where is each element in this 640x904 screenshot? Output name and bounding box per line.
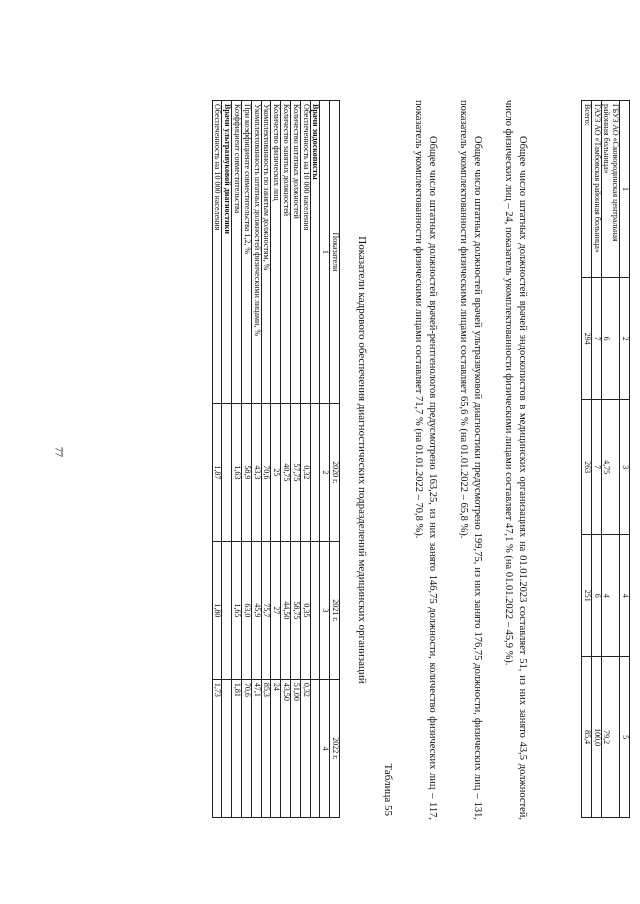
table-cell: 27: [271, 541, 281, 679]
paragraph-endoscopists: [502, 100, 530, 820]
table-row: [591, 101, 601, 818]
org-name: ГБУЗ АО «Сковородинская центральная районная больница»: [601, 101, 620, 278]
paragraph-ultrasound: [457, 100, 485, 820]
table-cell: 85,3: [261, 679, 271, 817]
row-label: Укомплектованность штатных должностей физическими лицами, %: [251, 101, 261, 404]
table-cell: 58,75: [291, 541, 301, 679]
empty-cell: [310, 679, 320, 817]
table-cell: 43,50: [281, 679, 291, 817]
table-cell: 79,2: [601, 657, 620, 818]
paragraph-radiologists: [412, 100, 440, 820]
table-row: [601, 101, 620, 818]
section-row: [310, 101, 320, 818]
row-label: Количество штатных должностей: [291, 101, 301, 404]
column-number: 2: [320, 403, 330, 541]
table-cell: 294: [582, 278, 592, 400]
row-label: Укомплектованность по занятым должностям, %: [261, 101, 271, 404]
table-cell: 263: [582, 400, 592, 535]
row-label: Обеспеченность на 10 000 населения: [212, 101, 222, 404]
column-number: 3: [320, 541, 330, 679]
table-row: [251, 101, 261, 818]
table-cell: 6: [601, 278, 620, 400]
header-cell: 1: [620, 101, 630, 278]
table-row: [212, 101, 222, 818]
table-row: [300, 101, 310, 818]
table-cell: 1,87: [212, 403, 222, 541]
table-cell: 40,75: [281, 403, 291, 541]
header-cell: 3: [620, 400, 630, 535]
table-cell: 58,9: [242, 403, 252, 541]
empty-cell: [222, 679, 232, 817]
table-header-row: [330, 101, 340, 818]
section-row: [222, 101, 232, 818]
table-cell: 1,81: [232, 679, 242, 817]
paragraph-text: Общее число штатных должностей врачей ультразвуковой диагностики предусмотрено 199,75, из них занято 176,75 должности, физических лиц – 131, показатель укомплектованности физическими лицами составляет 65,6 % (на 01.01.2022 – 65,8 %).: [458, 100, 484, 820]
table-cell: 25: [271, 403, 281, 541]
row-label: Коэффициент совместительства: [232, 101, 242, 404]
row-label: Количество занятых должностей: [281, 101, 291, 404]
table-row: [242, 101, 252, 818]
org-name: ГАУЗ АО «Тамбовская районная больница»: [591, 101, 601, 278]
table-row: [281, 101, 291, 818]
empty-cell: [310, 541, 320, 679]
table-cell: 1,63: [232, 403, 242, 541]
table-cell: 47,1: [251, 679, 261, 817]
column-header: Показатели: [330, 101, 340, 404]
top-table: [581, 100, 630, 818]
column-number: 4: [320, 679, 330, 817]
table-row-total: [582, 101, 592, 818]
table-cell: 75,7: [261, 541, 271, 679]
row-label: Обеспеченность на 10 000 населения: [300, 101, 310, 404]
section-title: Врачи эндоскописты: [310, 101, 320, 404]
table-cell: 70,6: [261, 403, 271, 541]
section-title: Врачи ультразвуковой диагностики: [222, 101, 232, 404]
column-number: 1: [320, 101, 330, 404]
table-row: [261, 101, 271, 818]
table-cell: 7: [591, 400, 601, 535]
table-header-row: [620, 101, 630, 818]
table-title: Показатели кадрового обеспечения диагностических подразделений медицинских организаций: [356, 236, 368, 684]
table-cell: 1,73: [212, 679, 222, 817]
table-row: [232, 101, 242, 818]
table-row: [291, 101, 301, 818]
column-header: 2021 г.: [330, 541, 340, 679]
row-label: Количество физических лиц: [271, 101, 281, 404]
table-cell: 70,6: [242, 679, 252, 817]
header-cell: 5: [620, 657, 630, 818]
table-cell: 63,0: [242, 541, 252, 679]
paragraph-text: Общее число штатных должностей врачей-рентгенологов предусмотрено 163,25, из них занято 146,75 должности, количество физических лиц – 117, показатель укомплектованности физическими лицами составляет 71,7 % (на 01.01.2022 – 70,8 %).: [413, 100, 439, 820]
table-cell: 24: [271, 679, 281, 817]
table-row: [271, 101, 281, 818]
table-cell: 0,32: [300, 679, 310, 817]
empty-cell: [310, 403, 320, 541]
row-label: При коэффициенте совместительства 1,2, %: [242, 101, 252, 404]
table-cell: 6: [591, 535, 601, 657]
header-cell: 4: [620, 535, 630, 657]
table-cell: 100,0: [591, 657, 601, 818]
table-cell: 43,3: [251, 403, 261, 541]
table-cell: 7: [591, 278, 601, 400]
table-cell: 85,4: [582, 657, 592, 818]
total-label: Всего:: [582, 101, 592, 278]
table-cell: 1,80: [212, 541, 222, 679]
empty-cell: [222, 541, 232, 679]
table-cell: 51,00: [291, 679, 301, 817]
table-cell: 4: [601, 535, 620, 657]
table-cell: 44,50: [281, 541, 291, 679]
column-header: 2022 г.: [330, 679, 340, 817]
table-cell: 57,75: [291, 403, 301, 541]
column-header: 2020 г.: [330, 403, 340, 541]
table-cell: 0,32: [300, 403, 310, 541]
table-cell: 251: [582, 535, 592, 657]
table-cell: 4,75: [601, 400, 620, 535]
table-cell: 0,35: [300, 541, 310, 679]
page-number: 77: [52, 447, 64, 457]
table-number-row: [320, 101, 330, 818]
paragraph-text: Общее число штатных должностей врачей эндоскопистов в медицинских организациях на 01.01.2023 составляет 51, из них занято 43,5 должностей, число физических лиц – 24, показатель укомплектованности физическими лицами составляет 47,1 % (на 01.01.2022 – 45,9 %).: [503, 100, 529, 820]
header-cell: 2: [620, 278, 630, 400]
rotated-content: [80, 100, 640, 900]
empty-cell: [222, 403, 232, 541]
table-cell: 45,9: [251, 541, 261, 679]
table-label: Таблица 55: [382, 763, 394, 816]
table-cell: 1,65: [232, 541, 242, 679]
staffing-table: [212, 100, 340, 818]
